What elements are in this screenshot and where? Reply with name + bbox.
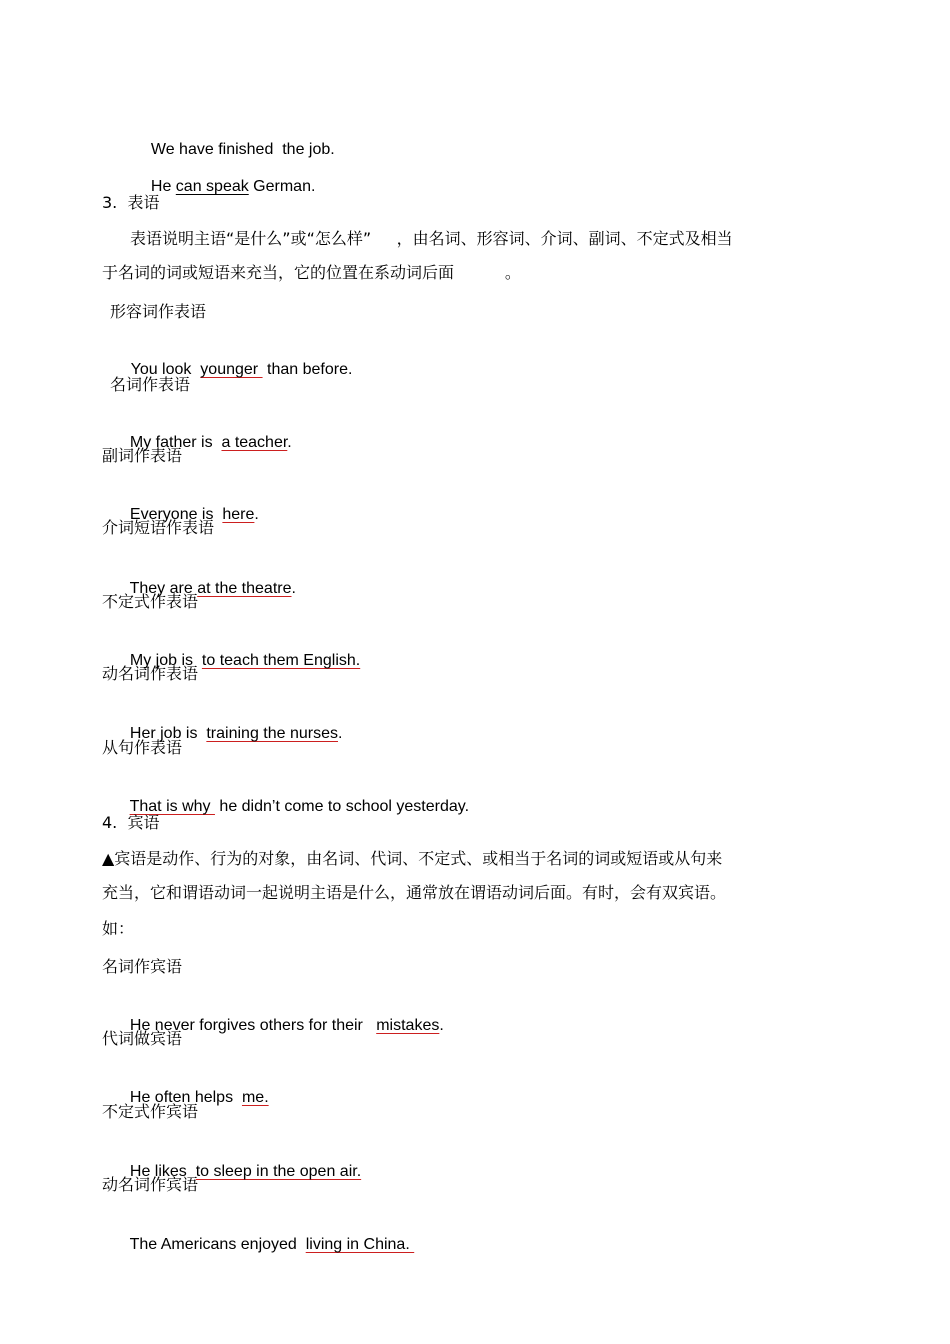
sentence-suffix: .: [291, 580, 296, 597]
underlined-phrase: a teacher: [221, 434, 288, 451]
sentence-prefix: He often helps: [129, 1089, 242, 1106]
section-description: 表语说明主语“是什么”或“怎么样” ，由名词、形容词、介词、副词、不定式及相当: [130, 229, 733, 248]
example-sentence: [121, 777, 469, 817]
underlined-phrase: That is why: [129, 798, 215, 815]
underlined-phrase: younger: [200, 361, 263, 378]
underlined-phrase: to teach them English.: [201, 652, 361, 669]
section-description: 于名词的词或短语来充当，它的位置在系动词后面 。: [102, 263, 521, 282]
sentence-prefix: Everyone is: [129, 506, 223, 523]
sentence-prefix: He never forgives others for their: [129, 1017, 377, 1034]
sentence-suffix: than before.: [262, 361, 353, 378]
example-sentence: [142, 157, 315, 197]
category-label: 副词作表语: [102, 446, 183, 465]
sentence-prefix: My job is: [129, 652, 202, 669]
underlined-phrase: can speak: [175, 178, 249, 195]
section-description: 如：: [102, 919, 135, 938]
underlined-phrase: mistakes: [376, 1017, 440, 1034]
category-label: 不定式作表语: [102, 592, 199, 611]
sentence-suffix: .: [254, 506, 259, 523]
category-label: 代词做宾语: [102, 1029, 183, 1048]
underlined-phrase: here: [222, 506, 255, 523]
underlined-phrase: training the nurses: [206, 725, 338, 742]
category-label: 名词作宾语: [102, 957, 183, 976]
sentence-suffix: .: [287, 434, 292, 451]
underlined-phrase: to sleep in the open air.: [195, 1163, 362, 1180]
sentence-prefix: The Americans enjoyed: [129, 1236, 306, 1253]
sentence-suffix: .: [439, 1017, 444, 1034]
category-label: 动名词作宾语: [102, 1175, 199, 1194]
sentence-prefix: They are: [129, 580, 198, 597]
example-sentence: [122, 340, 352, 380]
category-label: 不定式作宾语: [102, 1102, 199, 1121]
sentence-text: We have finished the job.: [150, 141, 335, 158]
underlined-phrase: at the theatre: [197, 580, 292, 597]
category-label: 形容词作表语: [110, 302, 207, 321]
sentence-prefix: He: [150, 178, 176, 195]
sentence-prefix: You look: [130, 361, 201, 378]
sentence-prefix: Her job is: [129, 725, 207, 742]
sentence-suffix: he didn’t come to school yesterday.: [214, 798, 470, 815]
example-sentence: [142, 120, 335, 160]
section-description: ▲宾语是动作、行为的对象，由名词、代词、不定式、或相当于名词的词或短语或从句来: [102, 849, 723, 868]
sentence-suffix: .: [338, 725, 343, 742]
category-label: 名词作表语: [110, 375, 191, 394]
section-heading: 3. 表语: [102, 193, 160, 212]
category-label: 介词短语作表语: [102, 518, 215, 537]
example-sentence: [121, 1215, 414, 1255]
sentence-suffix: German.: [248, 178, 316, 195]
underlined-phrase: me.: [241, 1089, 269, 1106]
category-label: 从句作表语: [102, 738, 183, 757]
section-description: 充当，它和谓语动词一起说明主语是什么，通常放在谓语动词后面。有时，会有双宾语。: [102, 883, 727, 902]
section-heading: 4. 宾语: [102, 813, 160, 832]
sentence-prefix: My father is: [129, 434, 222, 451]
category-label: 动名词作表语: [102, 664, 199, 683]
sentence-prefix: He likes: [129, 1163, 196, 1180]
underlined-phrase: living in China.: [305, 1236, 415, 1253]
